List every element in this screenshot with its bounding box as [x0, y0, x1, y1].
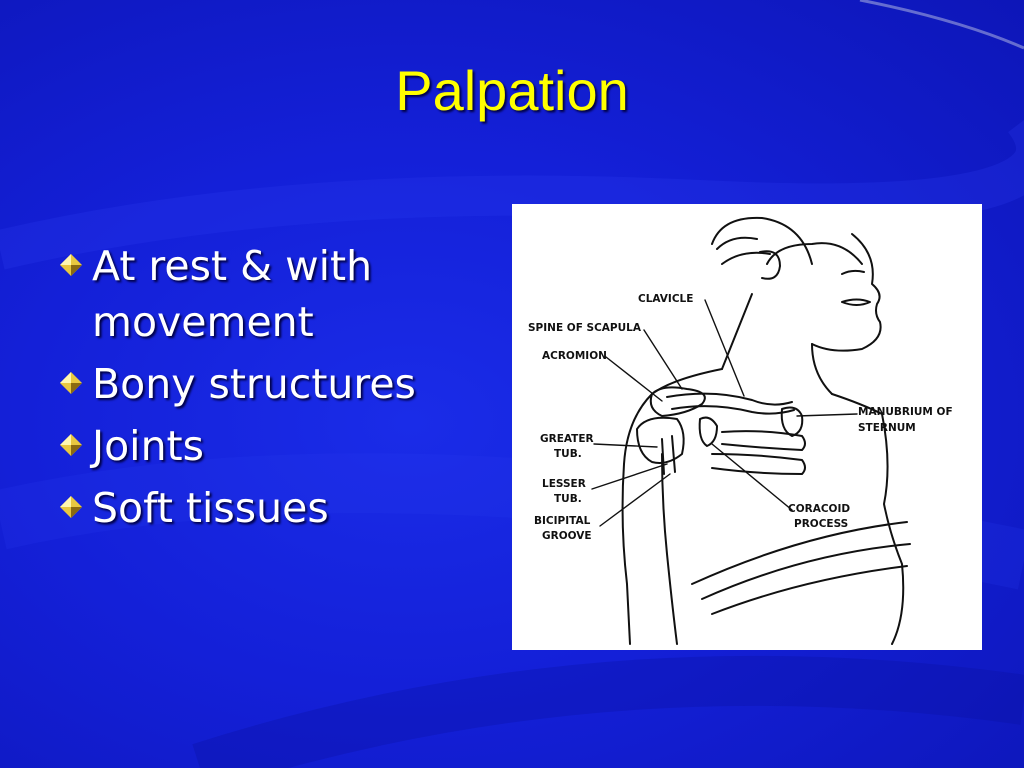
label-acromion: ACROMION [542, 350, 607, 362]
diamond-bullet-icon [58, 432, 84, 458]
diamond-bullet-icon [58, 370, 84, 396]
bullet-item [58, 356, 478, 412]
diamond-bullet-icon [58, 494, 84, 520]
label-coracoid-line2: PROCESS [794, 518, 849, 530]
label-greater-tub-line1: GREATER [540, 433, 594, 445]
slide-title: Palpation [395, 59, 629, 122]
label-bicipital-groove-line1: BICIPITAL [534, 515, 591, 527]
label-manubrium-line1: MANUBRIUM OF [858, 406, 953, 418]
label-greater-tub-line2: TUB. [554, 448, 582, 460]
bullet-text: Soft tissues [92, 484, 329, 532]
label-lesser-tub-line2: TUB. [554, 493, 582, 505]
diamond-bullet-icon [58, 252, 84, 278]
shoulder-anatomy-illustration [512, 204, 982, 650]
anatomy-figure [512, 204, 982, 650]
bullet-item [58, 238, 478, 350]
bullet-text: Bony structures [92, 360, 416, 408]
bullet-text: At rest & with movement [92, 242, 373, 346]
bullet-item [58, 418, 478, 474]
bullet-text: Joints [92, 422, 204, 470]
label-coracoid-line1: CORACOID [788, 503, 851, 515]
bullet-item [58, 480, 478, 536]
label-spine-of-scapula: SPINE OF SCAPULA [528, 322, 641, 334]
label-bicipital-groove-line2: GROOVE [542, 530, 592, 542]
bullet-list [58, 238, 478, 542]
label-lesser-tub-line1: LESSER [542, 478, 586, 490]
label-clavicle: CLAVICLE [638, 293, 694, 305]
label-manubrium-line2: STERNUM [858, 422, 916, 434]
